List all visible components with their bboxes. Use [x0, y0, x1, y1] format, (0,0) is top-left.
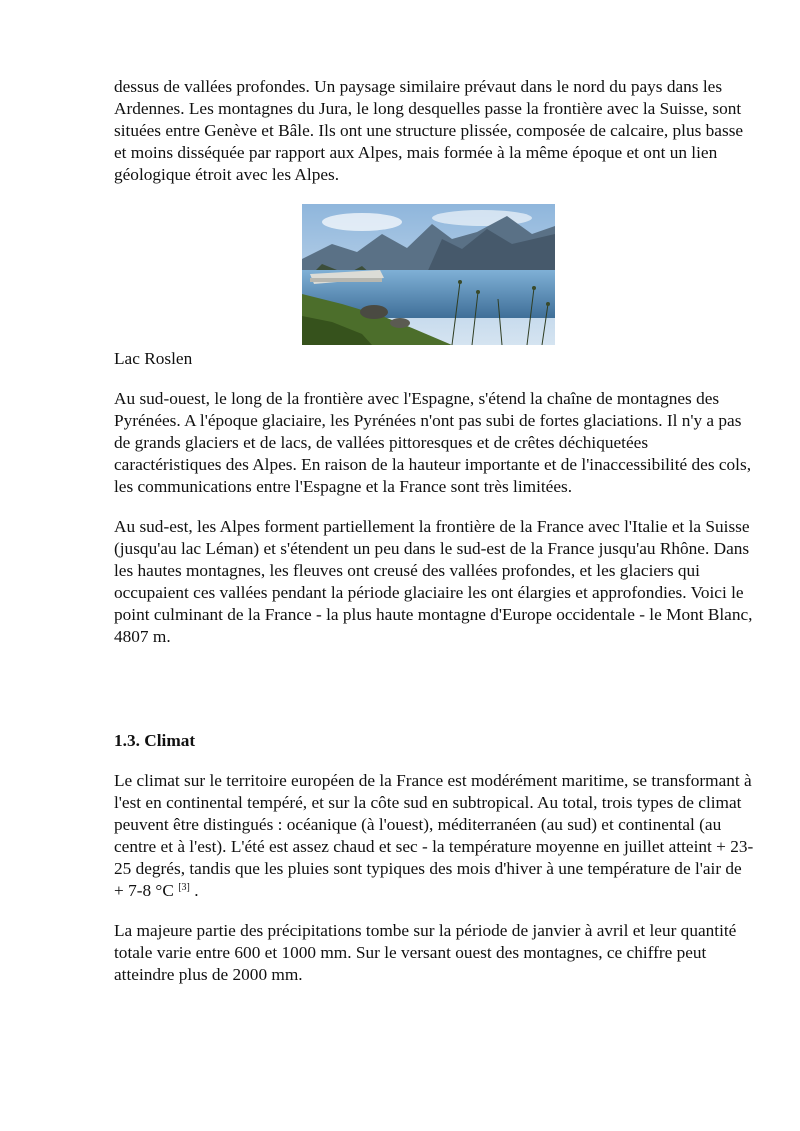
climat-text-end: . [189, 881, 199, 900]
paragraph-climat-2: La majeure partie des précipitations tombe sur la période de janvier à avril et leur quantité totale varie entre 600 et 1000 mm. Sur le versant ouest des montagnes, ce chiffre peut atteindre plus de 2000 mm. [114, 921, 737, 984]
lake-photo [302, 204, 555, 345]
paragraph-pyrenees: Au sud-ouest, le long de la frontière avec l'Espagne, s'étend la chaîne de montagnes des Pyrénées. A l'époque glaciaire, les Pyrénées n'ont pas subi de fortes glaciations. Il n'y a pas de grands glaciers et de lacs, de vallées pittoresques et de crêtes déchiquetées caractéristiques des Alpes. En raison de la hauteur importante et de l'inaccessibilité des cols, les communications entre l'Espagne et la France sont très limitées. [114, 389, 752, 496]
paragraph-alpes: Au sud-est, les Alpes forment partiellement la frontière de la France avec l'Italie et la Suisse (jusqu'au lac Léman) et s'étendent un peu dans le sud-est de la France jusqu'au Rhône. Dans les hautes montagnes, les fleuves ont creusé des vallées profondes, et les glaciers qui occupaient ces vallées pendant la période glaciaire les ont élargies et approfondies. Voici le point culminant de la France - la plus haute montagne d'Europe occidentale - le Mont Blanc, 4807 m. [114, 517, 753, 646]
paragraph-intro: dessus de vallées profondes. Un paysage similaire prévaut dans le nord du pays dans les Ardennes. Les montagnes du Jura, le long desquelles passe la frontière avec la Suisse, sont situées entre Genève et Bâle. Ils ont une structure plissée, composée de calcaire, plus basse et moins disséquée par rapport aux Alpes, mais formée à la même époque et ont un lien géologique étroit avec les Alpes. [114, 77, 744, 184]
lake-landscape-image [302, 204, 555, 345]
paragraph-climat-1 [114, 770, 754, 902]
figure-caption: Lac Roslen [114, 349, 193, 368]
footnote-reference[interactable]: [3] [178, 882, 190, 893]
section-heading-climat: 1.3. Climat [114, 731, 196, 750]
document-page [114, 76, 754, 1004]
climat-text: Le climat sur le territoire européen de la France est modérément maritime, se transformant à l'est en continental tempéré, et sur la côte sud en subtropical. Au total, trois types de climat peuvent être distingués : océanique (à l'ouest), méditerranéen (au sud) et continental (au centre et à l'est). L'été est assez chaud et sec - la température moyenne en juillet atteint + 23-25 degrés, tandis que les pluies sont typiques des mois d'hiver à une température de l'air de + 7-8 °C [114, 771, 754, 900]
